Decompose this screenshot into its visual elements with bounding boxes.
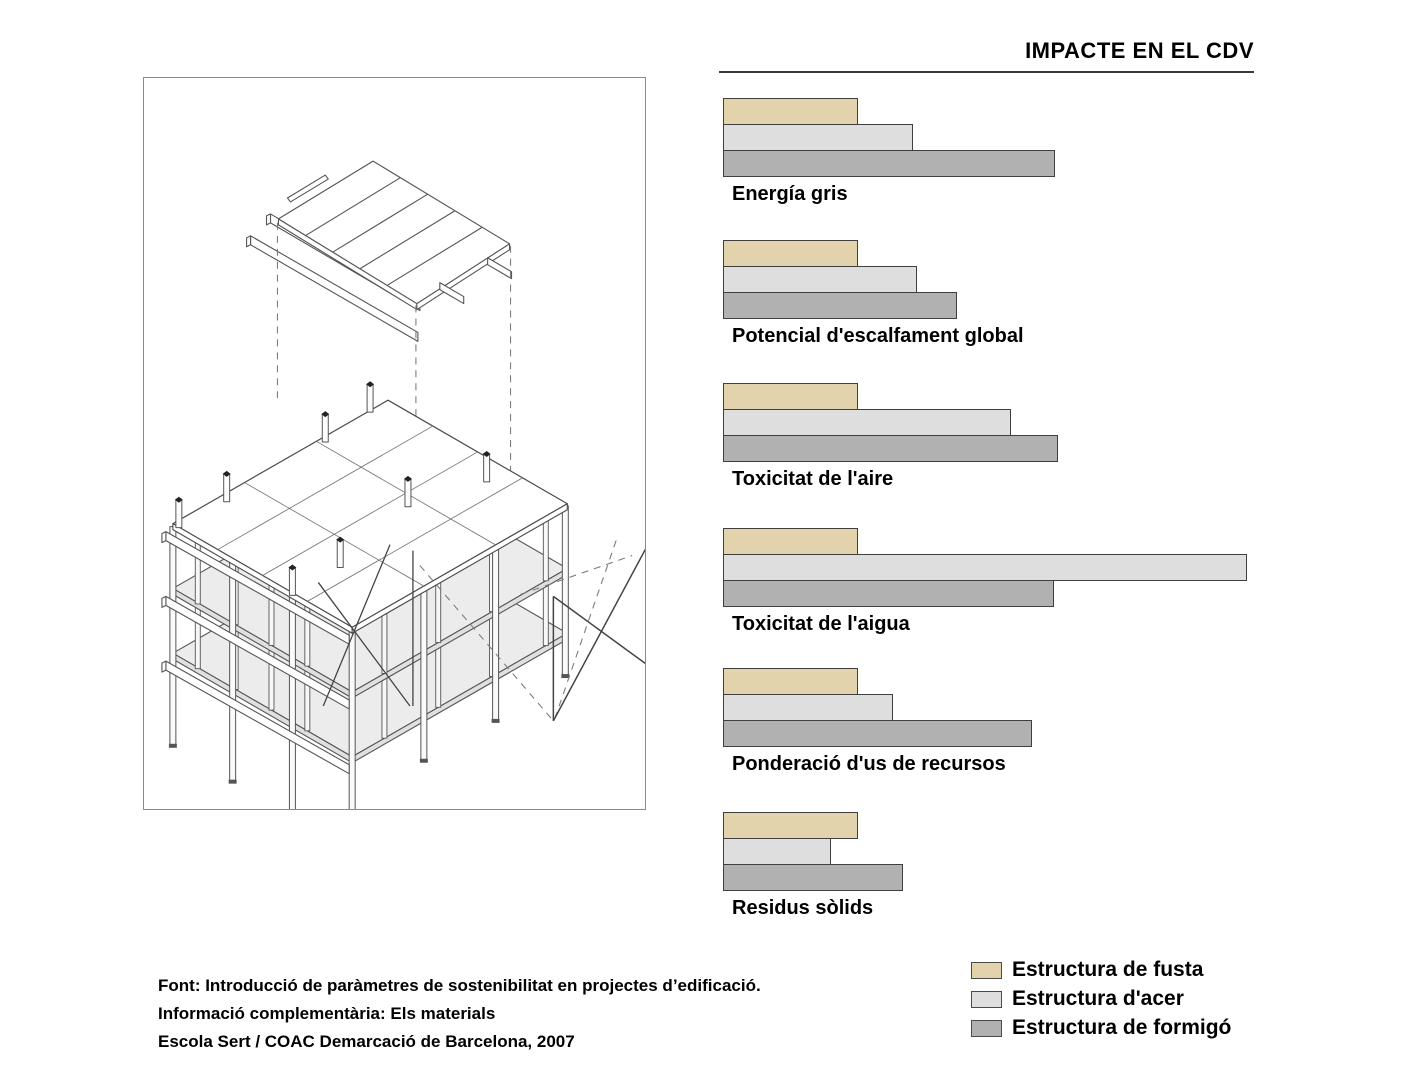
bar-group — [723, 240, 1024, 348]
source-line-2: Informació complementària: Els materials — [158, 1004, 496, 1023]
bar-group-label: Toxicitat de l'aigua — [732, 613, 910, 635]
bar-estructura-de-formig- — [723, 864, 903, 891]
legend-item — [971, 1018, 1231, 1038]
bar-estructura-d-acer — [723, 838, 831, 865]
bar-group-label: Potencial d'escalfament global — [732, 325, 1024, 347]
chart-legend — [971, 960, 1231, 1047]
bar-estructura-de-fusta — [723, 98, 858, 125]
title-underline — [719, 71, 1254, 73]
legend-label: Estructura d'acer — [1012, 987, 1184, 1010]
source-line-1: Font: Introducció de paràmetres de sostenibilitat en projectes d’edificació. — [158, 976, 761, 995]
bar-estructura-de-fusta — [723, 383, 858, 410]
bar-estructura-de-formig- — [723, 580, 1054, 607]
bar-estructura-d-acer — [723, 266, 917, 293]
bar-estructura-de-fusta — [723, 528, 858, 555]
bar-group-label: Residus sòlids — [732, 897, 874, 919]
bar-estructura-d-acer — [723, 694, 893, 721]
bar-estructura-d-acer — [723, 554, 1247, 581]
bar-estructura-de-formig- — [723, 150, 1055, 177]
bar-estructura-de-formig- — [723, 435, 1058, 462]
bar-group-label: Energía gris — [732, 183, 848, 205]
bar-estructura-de-fusta — [723, 240, 858, 267]
impact-bar-chart — [723, 98, 1283, 938]
bar-estructura-de-formig- — [723, 292, 957, 319]
legend-item — [971, 989, 1231, 1009]
bar-estructura-de-formig- — [723, 720, 1032, 747]
bar-group — [723, 812, 903, 920]
bar-group — [723, 98, 1055, 206]
legend-label: Estructura de fusta — [1012, 958, 1204, 981]
bar-estructura-d-acer — [723, 409, 1011, 436]
bar-group — [723, 668, 1032, 776]
bar-group — [723, 528, 1247, 636]
bar-estructura-d-acer — [723, 124, 913, 151]
source-line-3: Escola Sert / COAC Demarcació de Barcelona, 2007 — [158, 1032, 575, 1051]
page-title: IMPACTE EN EL CDV — [1025, 38, 1254, 63]
legend-swatch-icon — [971, 1020, 1002, 1037]
bar-group — [723, 383, 1058, 491]
bar-group-label: Ponderació d'us de recursos — [732, 753, 1006, 775]
bar-estructura-de-fusta — [723, 812, 858, 839]
bar-group-label: Toxicitat de l'aire — [732, 468, 894, 490]
source-citation — [158, 972, 761, 1056]
legend-item — [971, 960, 1231, 980]
bar-estructura-de-fusta — [723, 668, 858, 695]
legend-swatch-icon — [971, 962, 1002, 979]
building-axonometric-icon — [144, 78, 645, 809]
axonometric-drawing-frame — [143, 77, 646, 810]
legend-swatch-icon — [971, 991, 1002, 1008]
legend-label: Estructura de formigó — [1012, 1016, 1232, 1039]
